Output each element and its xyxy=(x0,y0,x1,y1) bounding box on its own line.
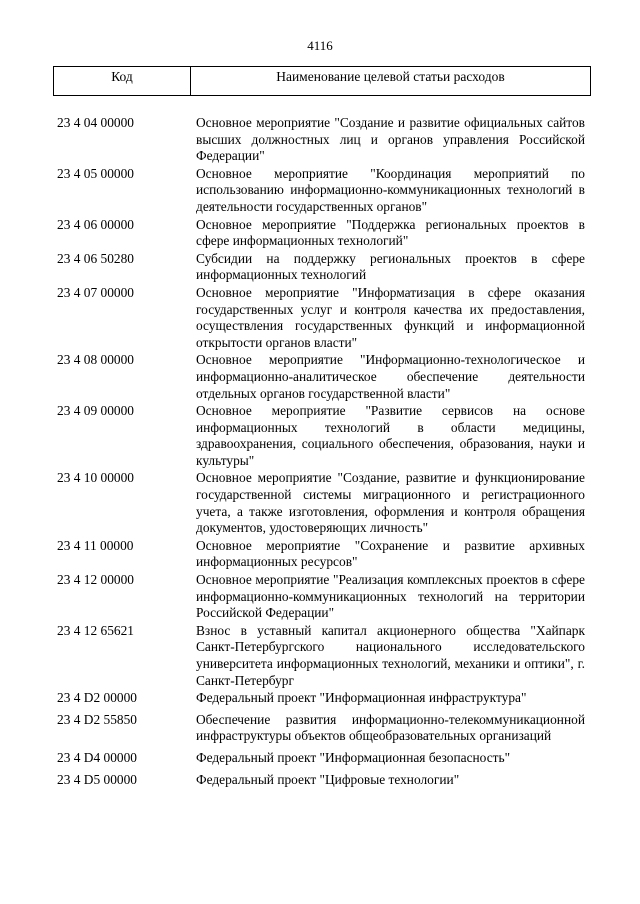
row-code: 23 4 11 00000 xyxy=(57,537,134,553)
row-code: 23 4 12 65621 xyxy=(57,622,134,638)
table-row xyxy=(53,623,591,689)
table-row xyxy=(53,690,591,707)
page-number: 4116 xyxy=(307,38,333,53)
row-name: Взнос в уставный капитал акционерного общества "Хайпарк Санкт-Петербургского национального исследовательского университета информационных технологий, механики и оптики", г. Санкт-Петербург xyxy=(196,622,585,688)
row-name: Основное мероприятие "Поддержка региональных проектов в сфере информационных технологий" xyxy=(196,216,585,249)
row-name: Основное мероприятие "Координация мероприятий по использованию информационно-коммуникационных технологий в деятельности государственных органов" xyxy=(196,165,585,214)
table-row xyxy=(53,538,591,571)
row-code: 23 4 04 00000 xyxy=(57,115,134,130)
table-row xyxy=(53,772,591,789)
row-name: Обеспечение развития информационно-телекоммуникационной инфраструктуры объектов общеобразовательных организаций xyxy=(196,711,585,744)
row-code: 23 4 D2 55850 xyxy=(57,711,137,727)
row-name: Субсидии на поддержку региональных проектов в сфере информационных технологий xyxy=(196,250,585,283)
table-header xyxy=(53,66,591,96)
row-code: 23 4 07 00000 xyxy=(57,284,134,300)
table-body xyxy=(53,115,591,788)
row-code: 23 4 05 00000 xyxy=(57,165,134,181)
row-name: Основное мероприятие "Создание и развитие официальных сайтов высших должностных лиц и органов управления Российской Федерации" xyxy=(196,115,585,164)
row-code: 23 4 08 00000 xyxy=(57,352,134,368)
row-name: Основное мероприятие "Создание, развитие и функционирование государственной системы миграционного и регистрационного учета, а также изготовления, оформления и контроля обращения документов, удостоверяющих личность" xyxy=(196,470,585,536)
header-code: Код xyxy=(54,67,191,95)
table-row xyxy=(53,251,591,284)
row-name: Основное мероприятие "Информатизация в сфере оказания государственных услуг и контроля качества их предоставления, осуществления государственных функций и информационной открытости органов власти" xyxy=(196,284,585,350)
row-name: Федеральный проект "Информационная инфраструктура" xyxy=(196,690,527,706)
table-row xyxy=(53,403,591,469)
row-code: 23 4 12 00000 xyxy=(57,572,134,588)
table-row xyxy=(53,572,591,622)
table-row xyxy=(53,750,591,767)
row-code: 23 4 06 50280 xyxy=(57,250,134,266)
row-code: 23 4 10 00000 xyxy=(57,470,134,486)
row-code: 23 4 D5 00000 xyxy=(57,771,137,787)
header-name: Наименование целевой статьи расходов xyxy=(276,69,505,84)
row-code: 23 4 06 00000 xyxy=(57,216,134,232)
row-code: 23 4 D4 00000 xyxy=(57,749,137,765)
row-code: 23 4 D2 00000 xyxy=(57,690,137,706)
table-row xyxy=(53,352,591,402)
row-name: Основное мероприятие "Развитие сервисов на основе информационных технологий в области медицины, здравоохранения, социального обеспечения, образования, науки и культуры" xyxy=(196,403,585,468)
table-row xyxy=(53,166,591,216)
row-name: Основное мероприятие "Информационно-технологическое и информационно-аналитическое обеспечение деятельности отдельных органов государственной власти" xyxy=(196,352,585,401)
table-row xyxy=(53,470,591,536)
row-name: Основное мероприятие "Сохранение и развитие архивных информационных ресурсов" xyxy=(196,537,585,570)
table-row xyxy=(53,285,591,351)
table-row xyxy=(53,712,591,745)
row-code: 23 4 09 00000 xyxy=(57,403,134,419)
row-name: Федеральный проект "Информационная безопасность" xyxy=(196,749,511,765)
table-row xyxy=(53,115,591,165)
table-row xyxy=(53,217,591,250)
row-name: Основное мероприятие "Реализация комплексных проектов в сфере информационно-коммуникационных технологий на территории Российской Федерации" xyxy=(196,572,585,621)
row-name: Федеральный проект "Цифровые технологии" xyxy=(196,771,460,787)
